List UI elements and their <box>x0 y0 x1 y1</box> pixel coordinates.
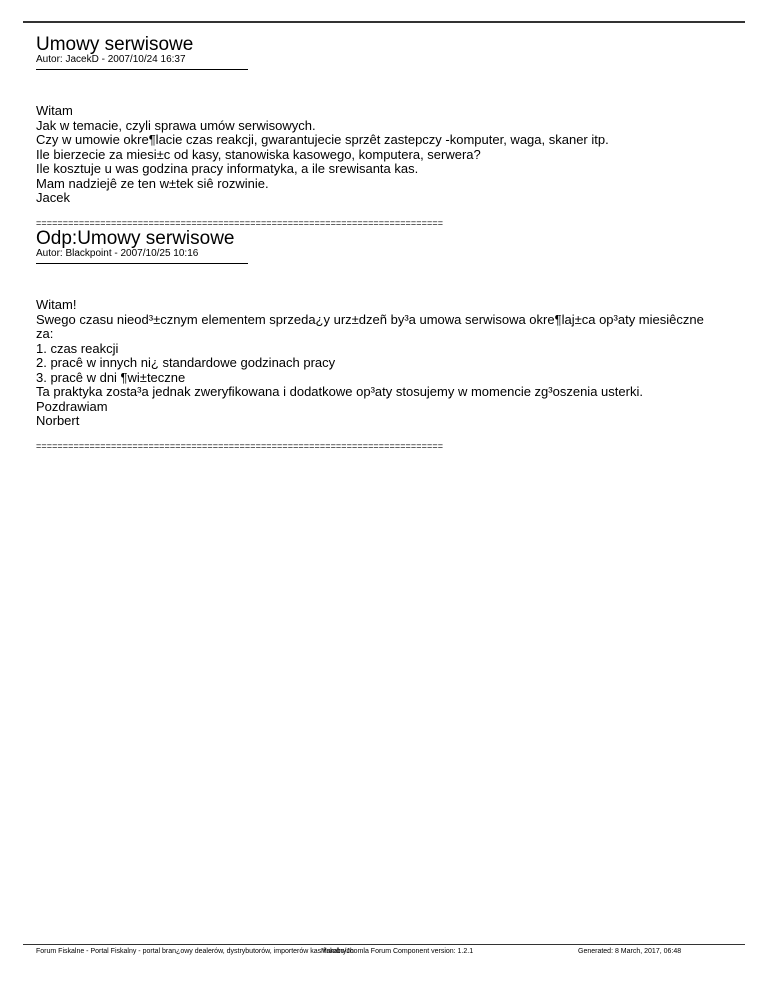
post-line: Mam nadziejê ze ten w±tek siê rozwinie. <box>36 175 269 191</box>
post-author-meta: Autor: JacekD - 2007/10/24 16:37 <box>36 54 186 65</box>
post-title: Umowy serwisowe <box>36 34 194 55</box>
post-author-meta: Autor: Blackpoint - 2007/10/25 10:16 <box>36 248 199 259</box>
post-body <box>36 104 726 206</box>
post-line: 3. pracê w dni ¶wi±teczne <box>36 369 186 385</box>
post-line: Ile kosztuje u was godzina pracy informatyka, a ile srewisanta kas. <box>36 161 419 176</box>
meta-divider <box>36 69 248 70</box>
post-line: za: <box>36 326 54 341</box>
post-line: Czy w umowie okre¶lacie czas reakcji, gwarantujecie sprzêt zastepczy -komputer, waga, skaner itp. <box>36 132 609 147</box>
post <box>36 228 726 451</box>
post-separator: ============================================================================ <box>36 217 444 228</box>
post-line: 2. pracê w innych ni¿ standardowe godzinach pracy <box>36 355 336 370</box>
post-body <box>36 298 726 429</box>
footer-site-name: Forum Fiskalne - Portal Fiskalny - portal bran¿owy dealerów, dystrybutorów, importerów kas fiskalnych <box>36 948 354 955</box>
top-rule <box>23 21 745 23</box>
post-line: Swego czasu nieod³±cznym elementem sprzeda¿y urz±dzeñ by³a umowa serwisowa okre¶laj±ca op³aty miesiêczne <box>36 311 704 327</box>
post-title: Odp:Umowy serwisowe <box>36 228 235 249</box>
post-line: Witam! <box>36 297 77 312</box>
post-line: Witam <box>36 103 73 118</box>
post-line: Jak w temacie, czyli sprawa umów serwisowych. <box>36 117 316 133</box>
post-line: 1. czas reakcji <box>36 340 119 356</box>
post-line: Jacek <box>36 190 70 205</box>
post-line: Ta praktyka zosta³a jednak zweryfikowana i dodatkowe op³aty stosujemy w momencie zg³oszenia usterki. <box>36 384 643 399</box>
post-line: Ile bierzecie za miesi±c od kasy, stanowiska kasowego, komputera, serwera? <box>36 146 481 162</box>
post-separator: ============================================================================ <box>36 440 444 451</box>
post <box>36 34 726 228</box>
footer-generated-date: Generated: 8 March, 2017, 06:48 <box>578 948 682 955</box>
post-line: Pozdrawiam <box>36 398 108 414</box>
meta-divider <box>36 263 248 264</box>
footer-rule <box>23 944 745 945</box>
footer-component-version: Mambo/Joomla Forum Component version: 1.2.1 <box>321 948 474 955</box>
post-line: Norbert <box>36 413 80 428</box>
